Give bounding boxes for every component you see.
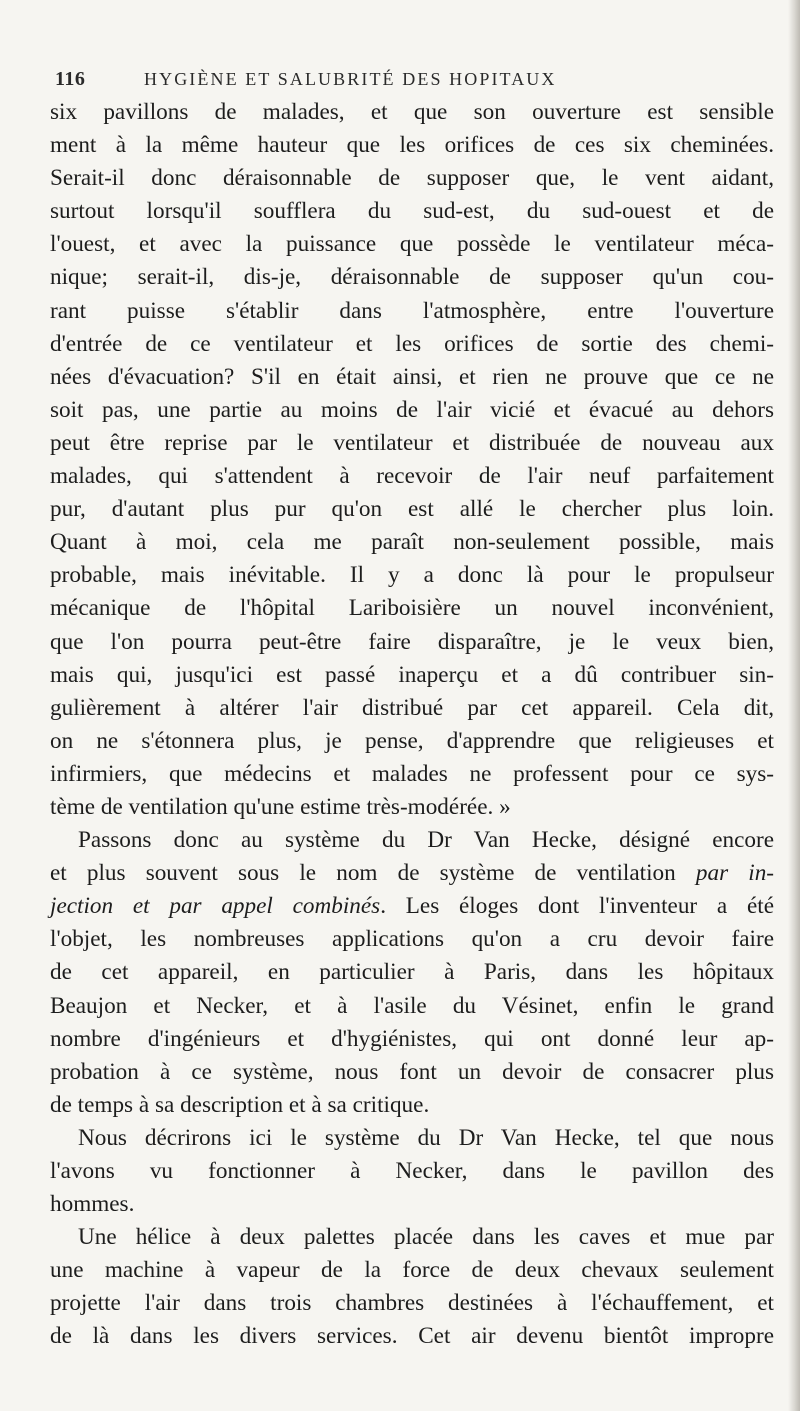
text-line: surtout lorsqu'il soufflera du sud-est, du sud-ouest et de — [50, 198, 774, 225]
text-line: Beaujon et Necker, et à l'asile du Vésinet, enfin le grand — [50, 992, 774, 1019]
text-line: infirmiers, que médecins et malades ne professent pour ce sys- — [50, 760, 774, 787]
italic-text-run: jection et par appel combinés — [50, 893, 381, 920]
text-line: que l'on pourra peut-être faire disparaître, je le veux bien, — [50, 628, 774, 655]
text-line: hommes. — [50, 1191, 135, 1218]
text-run: . Les éloges dont l'inventeur a été — [380, 893, 774, 920]
text-line: de là dans les divers services. Cet air devenu bientôt impropre — [50, 1323, 774, 1350]
text-line: Passons donc au système du Dr Van Hecke, désigné encore — [78, 827, 774, 854]
text-line: Une hélice à deux palettes placée dans les caves et mue par — [78, 1224, 774, 1251]
text-line: l'avons vu fonctionner à Necker, dans le pavillon des — [50, 1158, 774, 1184]
text-line: rant puisse s'établir dans l'atmosphère, entre l'ouverture — [50, 297, 774, 324]
page-edge-shadow — [788, 0, 800, 1411]
page-number: 116 — [55, 68, 86, 90]
text-line: nombre d'ingénieurs et d'hygiénistes, qui ont donné leur ap- — [50, 1025, 774, 1052]
italic-text-run: par in- — [695, 860, 775, 887]
text-line: tème de ventilation qu'une estime très-modérée. » — [50, 793, 511, 820]
text-line: d'entrée de ce ventilateur et les orifices de sortie des chemi- — [50, 330, 774, 357]
text-run: et plus souvent sous le nom de système de ventilation — [50, 860, 696, 887]
text-line: Nous décrirons ici le système du Dr Van Hecke, tel que nous — [78, 1124, 774, 1151]
text-line: ment à la même hauteur que les orifices de ces six cheminées. — [50, 132, 774, 159]
text-line: soit pas, une partie au moins de l'air vicié et évacué au dehors — [50, 396, 774, 423]
running-head — [55, 68, 755, 96]
text-line: une machine à vapeur de la force de deux chevaux seulement — [50, 1257, 774, 1284]
text-line: on ne s'étonnera plus, je pense, d'apprendre que religieuses et — [50, 727, 774, 754]
text-line: probation à ce système, nous font un devoir de consacrer plus — [50, 1058, 774, 1085]
text-line: mécanique de l'hôpital Lariboisière un nouvel inconvénient, — [50, 595, 774, 622]
text-line: gulièrement à altérer l'air distribué par cet appareil. Cela dit, — [50, 694, 774, 721]
text-line — [50, 890, 774, 923]
text-line: mais qui, jusqu'ici est passé inaperçu et a dû contribuer sin- — [50, 661, 774, 688]
text-line: l'objet, les nombreuses applications qu'on a cru devoir faire — [50, 926, 774, 953]
text-line: de temps à sa description et à sa critique. — [50, 1091, 430, 1118]
body-text — [50, 96, 774, 1354]
text-line: pur, d'autant plus pur qu'on est allé le chercher plus loin. — [50, 496, 774, 523]
text-line: projette l'air dans trois chambres destinées à l'échauffement, et — [50, 1290, 774, 1317]
text-line: malades, qui s'attendent à recevoir de l'air neuf parfaitement — [50, 463, 774, 490]
text-line: probable, mais inévitable. Il y a donc là pour le propulseur — [50, 562, 774, 589]
text-line: nique; serait-il, dis-je, déraisonnable de supposer qu'un cou- — [50, 264, 774, 291]
text-line — [50, 857, 774, 890]
text-line: peut être reprise par le ventilateur et distribuée de nouveau aux — [50, 429, 774, 456]
text-line: six pavillons de malades, et que son ouverture est sensible — [50, 99, 774, 125]
running-title: HYGIÈNE ET SALUBRITÉ DES HOPITAUX — [144, 69, 557, 89]
text-line: Quant à moi, cela me paraît non-seulement possible, mais — [50, 529, 774, 556]
text-line: l'ouest, et avec la puissance que possède le ventilateur méca- — [50, 231, 774, 258]
text-line: de cet appareil, en particulier à Paris, dans les hôpitaux — [50, 959, 774, 986]
text-line: nées d'évacuation? S'il en était ainsi, et rien ne prouve que ce ne — [50, 363, 774, 390]
text-line: Serait-il donc déraisonnable de supposer que, le vent aidant, — [50, 165, 774, 192]
